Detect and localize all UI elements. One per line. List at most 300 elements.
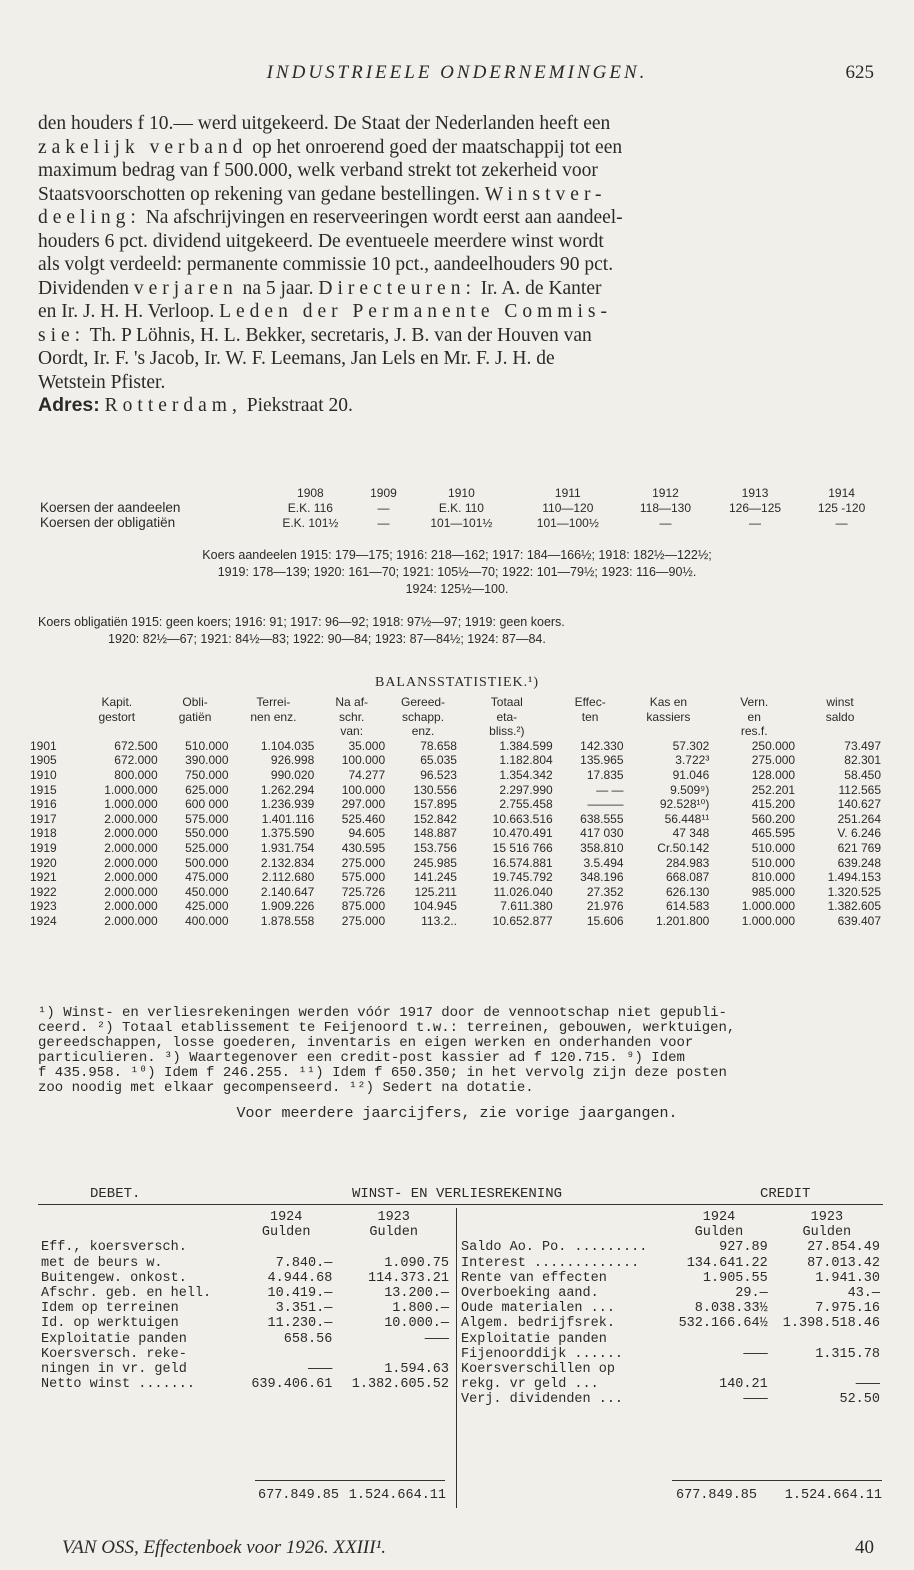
table-row — [28, 753, 883, 768]
table-cell: 1.375.590 — [260, 826, 315, 841]
table-cell: 140.627 — [837, 797, 881, 812]
table-cell: 157.895 — [413, 797, 457, 812]
koersen-table — [38, 486, 883, 530]
balans-header-row — [28, 695, 883, 710]
year-cell: 1914 — [828, 486, 855, 500]
account-label: Saldo Ao. Po. ......... — [461, 1240, 648, 1256]
table-cell: 250.000 — [751, 738, 796, 753]
table-row — [28, 812, 883, 827]
currency-cell: Gulden — [369, 1225, 418, 1241]
account-label: Netto winst ....... — [41, 1377, 195, 1393]
table-cell: 251.264 — [837, 811, 881, 826]
account-label: Verj. dividenden ... — [461, 1392, 624, 1408]
table-row — [458, 1377, 883, 1392]
table-cell: 2.112.680 — [261, 870, 315, 885]
table-cell: 2.140.647 — [260, 884, 315, 899]
account-top-rule — [38, 1204, 883, 1205]
table-cell: 2.297.990 — [499, 782, 553, 797]
account-amount: 13.200.— — [384, 1286, 449, 1302]
header-cell — [626, 724, 712, 739]
account-label: Exploitatie panden — [461, 1331, 607, 1347]
table-cell: 9.509⁹) — [670, 782, 710, 797]
header-cell: Gereed- — [401, 695, 446, 709]
account-label: Afschr. geb. en hell. — [41, 1286, 212, 1302]
table-cell: 10.470.491 — [492, 826, 553, 841]
account-amount: ——— — [855, 1377, 880, 1393]
currency-row — [458, 1225, 883, 1240]
account-label: Koersverschillen op — [461, 1362, 615, 1378]
table-cell: 74.277 — [348, 767, 386, 782]
table-cell: 575.000 — [185, 811, 229, 826]
table-row — [28, 739, 883, 754]
table-cell: 926.998 — [270, 753, 315, 768]
koersen-years-row — [38, 486, 883, 500]
table-cell: 500.000 — [185, 855, 229, 870]
page-number: 625 — [845, 62, 874, 83]
account-label: Idem op terreinen — [41, 1301, 179, 1317]
year-cell: 1923 — [30, 899, 57, 914]
header-cell: van: — [340, 724, 364, 739]
table-cell: 575.000 — [341, 870, 386, 885]
table-cell: 275.000 — [341, 855, 386, 870]
account-amount: ——— — [308, 1362, 333, 1378]
debet-totals: 677.849.85 1.524.664.11 — [258, 1488, 446, 1503]
table-cell: 430.595 — [341, 840, 386, 855]
table-cell: 47 348 — [672, 826, 710, 841]
account-amount: ——— — [743, 1346, 768, 1362]
account-label: Oude materialen ... — [461, 1301, 615, 1317]
account-label: Rente van effecten — [461, 1270, 607, 1286]
text-line: Wetstein Pfister. — [38, 371, 166, 393]
account-amount: 52.50 — [839, 1392, 880, 1408]
year-cell: 1905 — [30, 753, 57, 768]
table-cell: 130.556 — [413, 782, 457, 797]
table-cell: V. 6.246 — [837, 826, 881, 841]
account-amount: 29.— — [735, 1286, 768, 1302]
table-cell: 297.000 — [341, 797, 386, 812]
account-label: met de beurs w. — [41, 1255, 163, 1271]
table-cell: 1.909.226 — [260, 899, 315, 914]
account-label: ningen in vr. geld — [41, 1362, 187, 1378]
year-cell: 1908 — [297, 486, 324, 500]
table-cell: 128.000 — [751, 767, 796, 782]
year-cell: 1916 — [30, 797, 57, 812]
table-cell: 11.026.040 — [493, 884, 553, 899]
account-amount: 1.315.78 — [815, 1346, 880, 1362]
table-cell: 15.606 — [586, 913, 624, 928]
table-row — [38, 1332, 452, 1347]
table-cell: 2.132.834 — [260, 855, 315, 870]
table-cell: 625.000 — [185, 782, 229, 797]
table-row — [28, 856, 883, 871]
year-cell: 1919 — [30, 840, 57, 855]
table-cell: 152.842 — [413, 811, 457, 826]
table-cell: 1.000.000 — [104, 782, 158, 797]
account-amount: 1.090.75 — [384, 1255, 449, 1271]
table-row: Koersen der aandeelen E.K. 116 — E.K. 110 110—120 118—130 126—125 125 -120 — [40, 500, 866, 515]
table-cell: 510.000 — [185, 738, 229, 753]
account-amount: 11.230.— — [267, 1316, 333, 1332]
balans-title: BALANSSTATISTIEK.¹) — [374, 675, 540, 690]
table-cell: 2.000.000 — [104, 855, 158, 870]
table-cell: 19.745.792 — [492, 870, 553, 885]
account-label: Overboeking aand. — [461, 1286, 599, 1302]
text-line: als volgt verdeeld: permanente commissie 10 pct., aandeelhouders 90 pct. — [38, 254, 614, 275]
year-cell: 1901 — [30, 738, 57, 753]
table-cell: 65.035 — [420, 753, 457, 768]
header-cell — [797, 724, 883, 739]
table-row — [458, 1256, 883, 1271]
table-row — [28, 768, 883, 783]
table-cell: Cr.50.142 — [657, 840, 710, 855]
table-cell: 82.301 — [844, 753, 881, 768]
table-cell: 1.354.342 — [499, 767, 553, 782]
table-row — [28, 870, 883, 885]
account-amount: 532.166.64½ — [678, 1316, 768, 1332]
account-amount: 1.594.63 — [384, 1362, 449, 1378]
table-cell: 2.000.000 — [104, 811, 158, 826]
table-cell: 990.020 — [270, 767, 315, 782]
header-cell: gatiën — [178, 709, 212, 724]
table-cell: 1.236.939 — [260, 797, 315, 812]
table-cell: 2.000.000 — [104, 913, 158, 928]
account-label: rekg. vr geld ... — [461, 1377, 599, 1393]
table-cell: 390.000 — [185, 753, 229, 768]
table-cell: 639.407 — [837, 913, 881, 928]
account-amount: 27.854.49 — [807, 1240, 880, 1256]
table-cell: 348.196 — [580, 870, 624, 885]
account-label: Exploitatie panden — [41, 1331, 187, 1347]
account-amount: 114.373.21 — [367, 1270, 449, 1286]
header-cell: en — [747, 709, 761, 724]
table-row — [28, 826, 883, 841]
account-amount: 4.944.68 — [267, 1270, 333, 1286]
table-cell: 425.000 — [185, 899, 229, 914]
table-cell: 1.262.294 — [260, 782, 315, 797]
account-title: WINST- EN VERLIESREKENING — [351, 1186, 563, 1202]
table-cell: 100.000 — [341, 782, 386, 797]
currency-cell: Gulden — [802, 1225, 852, 1241]
year-cell: 1911 — [554, 486, 581, 500]
header-cell — [28, 724, 74, 739]
table-row — [458, 1286, 883, 1301]
account-amount — [667, 1332, 770, 1347]
account-amount: 7.840.— — [275, 1255, 333, 1271]
account-amount: 134.641.22 — [686, 1255, 768, 1271]
header-cell: enz. — [411, 724, 435, 739]
table-cell: 668.087 — [665, 870, 710, 885]
table-cell: — — — [596, 782, 624, 797]
header-cell — [74, 724, 160, 739]
text-line: sie: Th. P Löhnis, H. L. Bekker, secretaris, J. B. van der Houven van — [38, 324, 592, 346]
account-label: Fijenoorddijk ...... — [461, 1346, 624, 1362]
table-cell: 3.722³ — [675, 753, 710, 768]
table-cell: 2.000.000 — [104, 840, 158, 855]
table-cell: 35.000 — [348, 738, 386, 753]
header-cell: Obli- — [182, 695, 208, 709]
table-cell: 1.182.804 — [499, 753, 553, 768]
text-line: maximum bedrag van f 500.000, welk verband strekt tot zekerheid voor — [38, 160, 598, 181]
table-cell: 104.945 — [413, 899, 457, 914]
table-cell: 1.000.000 — [741, 899, 796, 914]
account-label: Buitengew. onkost. — [41, 1270, 187, 1286]
header-cell — [231, 724, 317, 739]
year-cell: 1924 — [30, 913, 57, 928]
table-row — [458, 1392, 883, 1407]
table-row — [38, 1316, 452, 1331]
header-cell: res.f. — [740, 724, 768, 739]
table-cell: 810.000 — [751, 870, 796, 885]
year-cell: 1918 — [30, 826, 57, 841]
table-row — [38, 1256, 452, 1271]
address-line — [38, 394, 878, 418]
account-amount: 1.398.518.46 — [782, 1316, 880, 1332]
account-divider — [456, 1208, 457, 1508]
text-line: zakelijk verband op het onroerend goed der maatschappij tot een — [38, 136, 623, 158]
year-cell: 1921 — [30, 870, 57, 885]
table-cell: 1.201.800 — [655, 913, 710, 928]
table-cell: 100.000 — [341, 753, 386, 768]
table-cell: 725.726 — [341, 884, 386, 899]
table-cell: 672.500 — [114, 738, 158, 753]
table-cell: 465.595 — [751, 826, 796, 841]
table-cell: 113.2.. — [421, 913, 457, 928]
credit-label: CREDIT — [760, 1186, 811, 1202]
account-label: Interest ............. — [461, 1255, 640, 1271]
header-cell: Totaal — [490, 695, 523, 709]
table-cell: 1.000.000 — [741, 913, 796, 928]
table-cell: 135.965 — [580, 753, 624, 768]
text-line: Staatsvoorschotten op rekening van gedane bestellingen. Winstver- — [38, 183, 607, 205]
table-row — [458, 1240, 883, 1255]
table-cell: 525.000 — [185, 840, 229, 855]
running-header — [40, 62, 874, 92]
header-cell: schr. — [339, 709, 365, 724]
table-cell: 15 516 766 — [492, 840, 553, 855]
table-cell: 2.000.000 — [104, 884, 158, 899]
account-amount — [667, 1362, 770, 1377]
account-years-row — [38, 1210, 452, 1225]
table-cell: 73.497 — [844, 738, 881, 753]
year-cell: 1913 — [741, 486, 769, 500]
table-cell: 16.574.881 — [492, 855, 553, 870]
table-cell: 96.523 — [420, 767, 457, 782]
table-cell: 550.000 — [185, 826, 229, 841]
account-amount — [237, 1240, 335, 1255]
table-cell: 1.384.599 — [499, 738, 553, 753]
table-row — [458, 1347, 883, 1362]
account-label: Algem. bedrijfsrek. — [461, 1316, 615, 1332]
table-cell: 94.605 — [348, 826, 386, 841]
table-cell: 639.248 — [837, 855, 881, 870]
header-cell: nen enz. — [250, 709, 297, 724]
table-cell: 27.352 — [586, 884, 624, 899]
row-label: Koersen der aandeelen — [40, 500, 181, 515]
account-amount: 10.419.— — [267, 1286, 333, 1302]
table-row — [38, 1301, 452, 1316]
year-cell: 1917 — [30, 811, 57, 826]
balans-header-row — [28, 710, 883, 725]
table-row — [458, 1332, 883, 1347]
table-cell: 1.000.000 — [104, 797, 158, 812]
table-cell: 21.976 — [586, 899, 624, 914]
account-amount: ——— — [424, 1331, 449, 1347]
header-title: INDUSTRIEELE ONDERNEMINGEN. — [266, 62, 648, 83]
table-row — [28, 899, 883, 914]
table-cell: 148.887 — [413, 826, 457, 841]
table-row — [38, 1347, 452, 1362]
table-row — [28, 885, 883, 900]
year-cell: 1922 — [30, 884, 57, 899]
table-cell: 7.611.380 — [500, 899, 553, 914]
table-cell: 91.046 — [672, 767, 710, 782]
table-cell: 78.658 — [420, 738, 457, 753]
header-cell — [160, 724, 231, 739]
account-amount: 7.975.16 — [815, 1301, 880, 1317]
table-cell: 1.494.153 — [827, 870, 881, 885]
table-cell: 141.245 — [413, 870, 457, 885]
table-cell: 400.000 — [185, 913, 229, 928]
account-amount — [771, 1362, 883, 1377]
credit-total-rule — [672, 1480, 882, 1481]
header-cell: winst — [826, 695, 854, 709]
account-amount: 8.038.33½ — [694, 1301, 768, 1317]
table-cell: 2.000.000 — [104, 899, 158, 914]
balans-header-row — [28, 724, 883, 739]
table-cell: 415.200 — [751, 797, 796, 812]
table-cell: 1.878.558 — [260, 913, 315, 928]
account-amount — [237, 1347, 335, 1362]
table-cell: 638.555 — [580, 811, 624, 826]
text-line: houders 6 pct. dividend uitgekeerd. De eventueele meerdere winst wordt — [38, 230, 604, 252]
account-amount: 658.56 — [283, 1331, 333, 1347]
table-cell: 112.565 — [838, 782, 881, 797]
header-cell: Kapit. — [101, 695, 133, 709]
table-row — [458, 1362, 883, 1377]
table-row: Koersen der obligatiën E.K. 101½ — 101—101½ 101—100½ — — — — [40, 515, 848, 530]
table-cell: 10.663.516 — [492, 811, 553, 826]
table-cell: 284.983 — [665, 855, 710, 870]
table-row — [38, 1377, 452, 1392]
table-cell: 1.320.525 — [827, 884, 881, 899]
table-row — [458, 1271, 883, 1286]
company-text — [38, 112, 878, 418]
table-cell: 560.200 — [751, 811, 796, 826]
credit-table — [458, 1210, 883, 1408]
address-city: Rotterdam, — [104, 395, 242, 416]
table-cell: 17.835 — [586, 767, 624, 782]
header-cell: Effec- — [574, 695, 606, 709]
table-row — [28, 797, 883, 812]
debet-label: DEBET. — [90, 1186, 141, 1202]
currency-cell: Gulden — [261, 1225, 311, 1241]
account-amount — [335, 1240, 452, 1255]
table-row — [458, 1316, 883, 1331]
account-amount: 3.351.— — [275, 1301, 333, 1317]
table-row — [38, 1271, 452, 1286]
table-cell: ——— — [587, 797, 624, 812]
credit-totals: 677.849.85 1.524.664.11 — [676, 1488, 882, 1503]
page-footer — [62, 1537, 874, 1559]
text-line: den houders f 10.— werd uitgekeerd. De Staat der Nederlanden heeft een — [38, 113, 611, 134]
header-cell: Vern. — [740, 695, 769, 709]
debet-table — [38, 1210, 452, 1392]
account-amount: 927.89 — [719, 1240, 768, 1256]
table-cell: 245.985 — [413, 855, 457, 870]
account-amount: ——— — [743, 1392, 768, 1408]
table-cell: 985.000 — [751, 884, 796, 899]
text-line: Oordt, Ir. F. 's Jacob, Ir. W. F. Leemans, Jan Lels en Mr. F. J. H. de — [38, 348, 555, 369]
year-cell: 1912 — [652, 486, 679, 500]
address-street: Piekstraat 20. — [246, 395, 353, 416]
table-cell: 92.528¹⁰) — [659, 797, 710, 812]
table-row — [38, 1240, 452, 1255]
table-cell: 750.000 — [185, 767, 229, 782]
balans-table — [28, 695, 883, 929]
table-cell: 2.000.000 — [104, 870, 158, 885]
table-row — [38, 1286, 452, 1301]
table-cell: 614.583 — [665, 899, 710, 914]
year-cell: 1923 — [377, 1210, 410, 1225]
account-amount: 10.000.— — [384, 1316, 449, 1332]
table-row — [38, 1362, 452, 1377]
footer-source: VAN OSS, Effectenboek voor 1926. XXIII¹. — [62, 1537, 387, 1558]
account-label: Id. op werktuigen — [41, 1316, 179, 1332]
table-row — [28, 914, 883, 929]
table-cell: 1.104.035 — [260, 738, 315, 753]
header-cell — [28, 710, 74, 725]
table-cell: 450.000 — [185, 884, 229, 899]
year-cell: 1909 — [370, 486, 397, 500]
year-cell: 1910 — [30, 767, 57, 782]
account-amount: 43.— — [847, 1286, 880, 1302]
table-cell: 510.000 — [751, 840, 796, 855]
note: Voor meerdere jaarcijfers, zie vorige jaargangen. — [236, 1105, 678, 1122]
account-amount: 87.013.42 — [807, 1255, 880, 1271]
row-label: Koersen der obligatiën — [40, 515, 176, 530]
account-amount: 1.800.— — [392, 1301, 449, 1317]
table-cell: 252.201 — [751, 782, 796, 797]
account-amount: 1.382.605.52 — [351, 1377, 449, 1393]
table-row — [458, 1301, 883, 1316]
account-label: Eff., koersversch. — [41, 1240, 187, 1256]
table-cell: 56.448¹¹ — [664, 811, 710, 826]
header-cell: kassiers — [646, 709, 691, 724]
table-cell: 525.460 — [341, 811, 386, 826]
year-cell: 1915 — [30, 782, 57, 797]
header-cell — [28, 695, 74, 710]
table-cell: 358.810 — [580, 840, 624, 855]
table-row — [28, 841, 883, 856]
account-amount: 639.406.61 — [251, 1377, 333, 1393]
footnotes: ¹) Winst- en verliesrekeningen werden vóór 1917 door de vennootschap niet gepubli- ceerd. ²) Totaal etablissement te Feijenoord t.w.: terreinen, gebouwen, werktuigen, gereedschappen, losse goederen, inventaris en eigen werken en onderhanden voor particulieren. ³) Waartegenover een credit-post kassier ad f 120.715. ⁹) Idem f 435.958. ¹⁰) Idem f 246.255. ¹¹) Idem f 650.350; in het vervolg zijn deze posten zoo noodig met elkaar gecompenseerd. ¹²) Sedert na dotatie. — [38, 1005, 736, 1096]
year-cell: 1924 — [702, 1210, 736, 1225]
table-cell: 626.130 — [665, 884, 710, 899]
account-amount: 1.941.30 — [815, 1270, 880, 1286]
table-cell: 800.000 — [114, 767, 158, 782]
table-cell: 2.000.000 — [104, 826, 158, 841]
table-cell: 600 000 — [185, 797, 229, 812]
address-label: Adres: — [38, 394, 100, 416]
table-cell: 142.330 — [580, 738, 624, 753]
table-cell: 275.000 — [751, 753, 796, 768]
account-amount — [335, 1347, 452, 1362]
header-cell: bliss.²) — [489, 724, 525, 739]
text-line: Dividenden verjaren na 5 jaar. Directeuren: Ir. A. de Kanter — [38, 277, 602, 299]
table-cell: 10.652.877 — [492, 913, 553, 928]
header-cell: gestort — [98, 709, 136, 724]
table-cell: 57.302 — [672, 738, 710, 753]
